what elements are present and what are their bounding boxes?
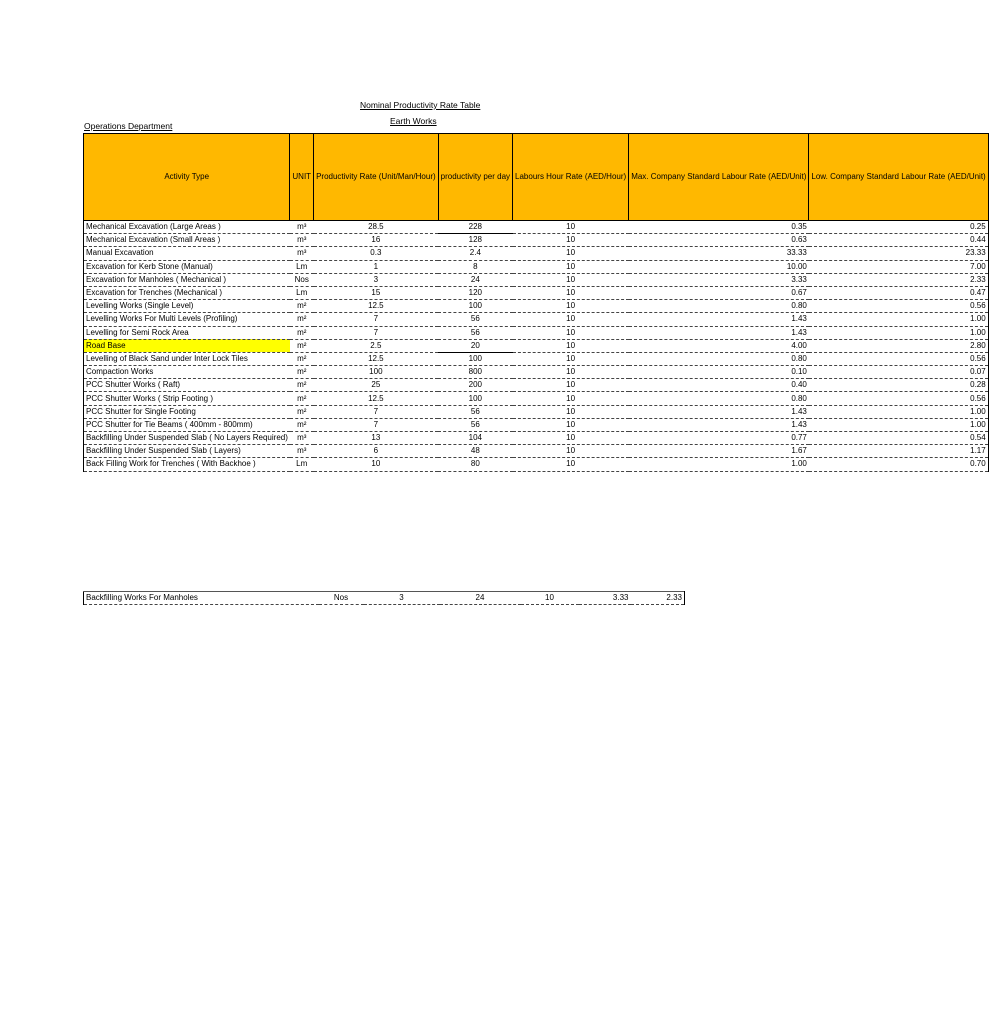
cell-productivity-per-day: 24 [438, 273, 512, 286]
cell-productivity-rate: 7 [314, 313, 439, 326]
cell-labour-hour-rate: 10 [513, 247, 629, 260]
table-row [84, 405, 989, 418]
col-header-productivity-per-day: productivity per day [438, 134, 512, 221]
table-row [84, 432, 989, 445]
cell-max-labour-rate: 0.77 [629, 432, 809, 445]
cell-activity: Backfilling Under Suspended Slab ( No Layers Required) [84, 432, 290, 445]
cell-activity: Excavation for Manholes ( Mechanical ) [84, 273, 290, 286]
cell-unit: m² [290, 352, 314, 365]
cell-low-labour-rate: 0.25 [809, 221, 988, 234]
cell-productivity-per-day: 100 [438, 352, 512, 365]
table-row [84, 326, 989, 339]
cell-productivity-per-day: 48 [438, 445, 512, 458]
cell-unit: m³ [290, 432, 314, 445]
table-row [84, 445, 989, 458]
cell-low-labour-rate: 0.07 [809, 366, 988, 379]
cell-activity: PCC Shutter for Single Footing [84, 405, 290, 418]
cell-unit: m² [290, 326, 314, 339]
cell-low-labour-rate: 2.33 [631, 592, 685, 605]
cell-productivity-per-day: 56 [438, 405, 512, 418]
cell-productivity-rate: 10 [314, 458, 439, 471]
cell-labour-hour-rate: 10 [513, 221, 629, 234]
cell-labour-hour-rate: 10 [513, 300, 629, 313]
cell-labour-hour-rate: 10 [521, 592, 579, 605]
cell-labour-hour-rate: 10 [513, 234, 629, 247]
cell-max-labour-rate: 0.63 [629, 234, 809, 247]
cell-max-labour-rate: 1.00 [629, 458, 809, 471]
cell-unit: m² [290, 313, 314, 326]
cell-max-labour-rate: 1.43 [629, 326, 809, 339]
cell-max-labour-rate: 0.80 [629, 300, 809, 313]
cell-productivity-per-day: 2.4 [438, 247, 512, 260]
cell-low-labour-rate: 0.56 [809, 300, 988, 313]
cell-low-labour-rate: 0.70 [809, 458, 988, 471]
table-title: Nominal Productivity Rate Table [360, 100, 481, 110]
cell-activity: Backfilling Under Suspended Slab ( Layers) [84, 445, 290, 458]
header-row [84, 134, 989, 221]
cell-productivity-per-day: 228 [438, 221, 512, 234]
cell-productivity-rate: 13 [314, 432, 439, 445]
cell-activity: Excavation for Trenches (Mechanical ) [84, 286, 290, 299]
cell-productivity-rate: 12.5 [314, 352, 439, 365]
cell-max-labour-rate: 0.67 [629, 286, 809, 299]
cell-unit: m² [290, 392, 314, 405]
cell-low-labour-rate: 2.80 [809, 339, 988, 352]
cell-activity: PCC Shutter Works ( Strip Footing ) [84, 392, 290, 405]
cell-productivity-per-day: 120 [438, 286, 512, 299]
table-row [84, 247, 989, 260]
cell-productivity-per-day: 128 [438, 234, 512, 247]
cell-productivity-rate: 0.3 [314, 247, 439, 260]
cell-activity: Excavation for Kerb Stone (Manual) [84, 260, 290, 273]
cell-activity: Levelling Works For Multi Levels (Profiling) [84, 313, 290, 326]
cell-low-labour-rate: 1.00 [809, 326, 988, 339]
cell-max-labour-rate: 3.33 [579, 592, 631, 605]
col-header-low-labour-rate: Low. Company Standard Labour Rate (AED/Unit) [809, 134, 988, 221]
cell-unit: Lm [290, 260, 314, 273]
cell-productivity-per-day: 100 [438, 300, 512, 313]
cell-low-labour-rate: 23.33 [809, 247, 988, 260]
table-row [84, 286, 989, 299]
table-row [84, 379, 989, 392]
cell-low-labour-rate: 0.44 [809, 234, 988, 247]
cell-unit: m³ [290, 234, 314, 247]
cell-low-labour-rate: 7.00 [809, 260, 988, 273]
cell-productivity-per-day: 80 [438, 458, 512, 471]
cell-low-labour-rate: 1.00 [809, 313, 988, 326]
cell-low-labour-rate: 1.17 [809, 445, 988, 458]
cell-unit: m² [290, 418, 314, 431]
cell-labour-hour-rate: 10 [513, 273, 629, 286]
productivity-table [83, 133, 989, 472]
cell-productivity-rate: 6 [314, 445, 439, 458]
cell-labour-hour-rate: 10 [513, 339, 629, 352]
cell-labour-hour-rate: 10 [513, 432, 629, 445]
cell-max-labour-rate: 0.80 [629, 352, 809, 365]
cell-unit: m² [290, 405, 314, 418]
cell-activity: Levelling of Black Sand under Inter Lock Tiles [84, 352, 290, 365]
cell-labour-hour-rate: 10 [513, 313, 629, 326]
department-label: Operations Department [84, 121, 173, 131]
table-row [84, 221, 989, 234]
cell-productivity-rate: 1 [314, 260, 439, 273]
cell-low-labour-rate: 1.00 [809, 405, 988, 418]
cell-labour-hour-rate: 10 [513, 366, 629, 379]
cell-max-labour-rate: 0.35 [629, 221, 809, 234]
table-row [84, 418, 989, 431]
cell-productivity-rate: 3 [314, 273, 439, 286]
cell-activity: Levelling for Semi Rock Area [84, 326, 290, 339]
cell-labour-hour-rate: 10 [513, 260, 629, 273]
cell-max-labour-rate: 1.67 [629, 445, 809, 458]
cell-low-labour-rate: 0.56 [809, 352, 988, 365]
col-header-productivity-rate: Productivity Rate (Unit/Man/Hour) [314, 134, 439, 221]
cell-unit: m² [290, 339, 314, 352]
col-header-max-labour-rate: Max. Company Standard Labour Rate (AED/Unit) [629, 134, 809, 221]
cell-productivity-per-day: 200 [438, 379, 512, 392]
cell-unit: Nos [290, 273, 314, 286]
table-row [84, 234, 989, 247]
cell-activity: Mechanical Excavation (Large Areas ) [84, 221, 290, 234]
table-row [84, 352, 989, 365]
cell-labour-hour-rate: 10 [513, 405, 629, 418]
cell-productivity-rate: 2.5 [314, 339, 439, 352]
table-body [84, 221, 989, 472]
cell-max-labour-rate: 4.00 [629, 339, 809, 352]
cell-productivity-rate: 7 [314, 405, 439, 418]
cell-unit: m³ [290, 247, 314, 260]
cell-low-labour-rate: 1.00 [809, 418, 988, 431]
cell-activity: Manual Excavation [84, 247, 290, 260]
cell-activity: Backfilling Works For Manholes [84, 592, 319, 605]
cell-labour-hour-rate: 10 [513, 326, 629, 339]
cell-activity: PCC Shutter Works ( Raft) [84, 379, 290, 392]
cell-productivity-rate: 28.5 [314, 221, 439, 234]
cell-activity: Compaction Works [84, 366, 290, 379]
cell-max-labour-rate: 0.40 [629, 379, 809, 392]
cell-productivity-rate: 12.5 [314, 392, 439, 405]
extra-table-body [84, 592, 685, 605]
table-row [84, 339, 989, 352]
cell-productivity-per-day: 800 [438, 366, 512, 379]
cell-productivity-rate: 15 [314, 286, 439, 299]
cell-productivity-per-day: 56 [438, 313, 512, 326]
extra-table [83, 591, 685, 605]
cell-unit: m² [290, 300, 314, 313]
table-row [84, 458, 989, 471]
cell-productivity-rate: 25 [314, 379, 439, 392]
cell-low-labour-rate: 2.33 [809, 273, 988, 286]
cell-labour-hour-rate: 10 [513, 418, 629, 431]
cell-low-labour-rate: 0.28 [809, 379, 988, 392]
table-row [84, 313, 989, 326]
table-row [84, 260, 989, 273]
cell-max-labour-rate: 33.33 [629, 247, 809, 260]
table-row [84, 392, 989, 405]
cell-max-labour-rate: 1.43 [629, 313, 809, 326]
cell-productivity-rate: 12.5 [314, 300, 439, 313]
cell-unit: m² [290, 379, 314, 392]
col-header-activity: Activity Type [84, 134, 290, 221]
cell-unit: Lm [290, 458, 314, 471]
cell-productivity-per-day: 8 [438, 260, 512, 273]
cell-productivity-rate: 3 [364, 592, 440, 605]
cell-productivity-rate: 7 [314, 418, 439, 431]
cell-max-labour-rate: 1.43 [629, 418, 809, 431]
cell-productivity-per-day: 104 [438, 432, 512, 445]
cell-unit: m² [290, 366, 314, 379]
cell-max-labour-rate: 0.80 [629, 392, 809, 405]
table-row [84, 366, 989, 379]
table-subtitle: Earth Works [390, 116, 437, 126]
cell-max-labour-rate: 3.33 [629, 273, 809, 286]
cell-max-labour-rate: 0.10 [629, 366, 809, 379]
cell-max-labour-rate: 1.43 [629, 405, 809, 418]
cell-activity: Back Filling Work for Trenches ( With Backhoe ) [84, 458, 290, 471]
cell-productivity-rate: 16 [314, 234, 439, 247]
cell-labour-hour-rate: 10 [513, 458, 629, 471]
cell-productivity-per-day: 24 [440, 592, 521, 605]
cell-productivity-per-day: 56 [438, 326, 512, 339]
cell-unit: m³ [290, 221, 314, 234]
cell-low-labour-rate: 0.47 [809, 286, 988, 299]
cell-labour-hour-rate: 10 [513, 352, 629, 365]
cell-low-labour-rate: 0.56 [809, 392, 988, 405]
cell-productivity-per-day: 56 [438, 418, 512, 431]
cell-unit: Lm [290, 286, 314, 299]
cell-unit: m³ [290, 445, 314, 458]
cell-activity: Levelling Works (Single Level) [84, 300, 290, 313]
cell-unit: Nos [319, 592, 364, 605]
table-row [84, 273, 989, 286]
cell-productivity-rate: 7 [314, 326, 439, 339]
cell-activity: PCC Shutter for Tie Beams ( 400mm - 800mm) [84, 418, 290, 431]
cell-labour-hour-rate: 10 [513, 445, 629, 458]
cell-productivity-rate: 100 [314, 366, 439, 379]
cell-activity: Mechanical Excavation (Small Areas ) [84, 234, 290, 247]
cell-max-labour-rate: 10.00 [629, 260, 809, 273]
cell-activity: Road Base [84, 339, 290, 352]
table-row [84, 592, 685, 605]
col-header-labour-hour-rate: Labours Hour Rate (AED/Hour) [513, 134, 629, 221]
cell-low-labour-rate: 0.54 [809, 432, 988, 445]
cell-productivity-per-day: 100 [438, 392, 512, 405]
cell-labour-hour-rate: 10 [513, 286, 629, 299]
cell-labour-hour-rate: 10 [513, 379, 629, 392]
table-row [84, 300, 989, 313]
col-header-unit: UNIT [290, 134, 314, 221]
cell-productivity-per-day: 20 [438, 339, 512, 352]
cell-labour-hour-rate: 10 [513, 392, 629, 405]
